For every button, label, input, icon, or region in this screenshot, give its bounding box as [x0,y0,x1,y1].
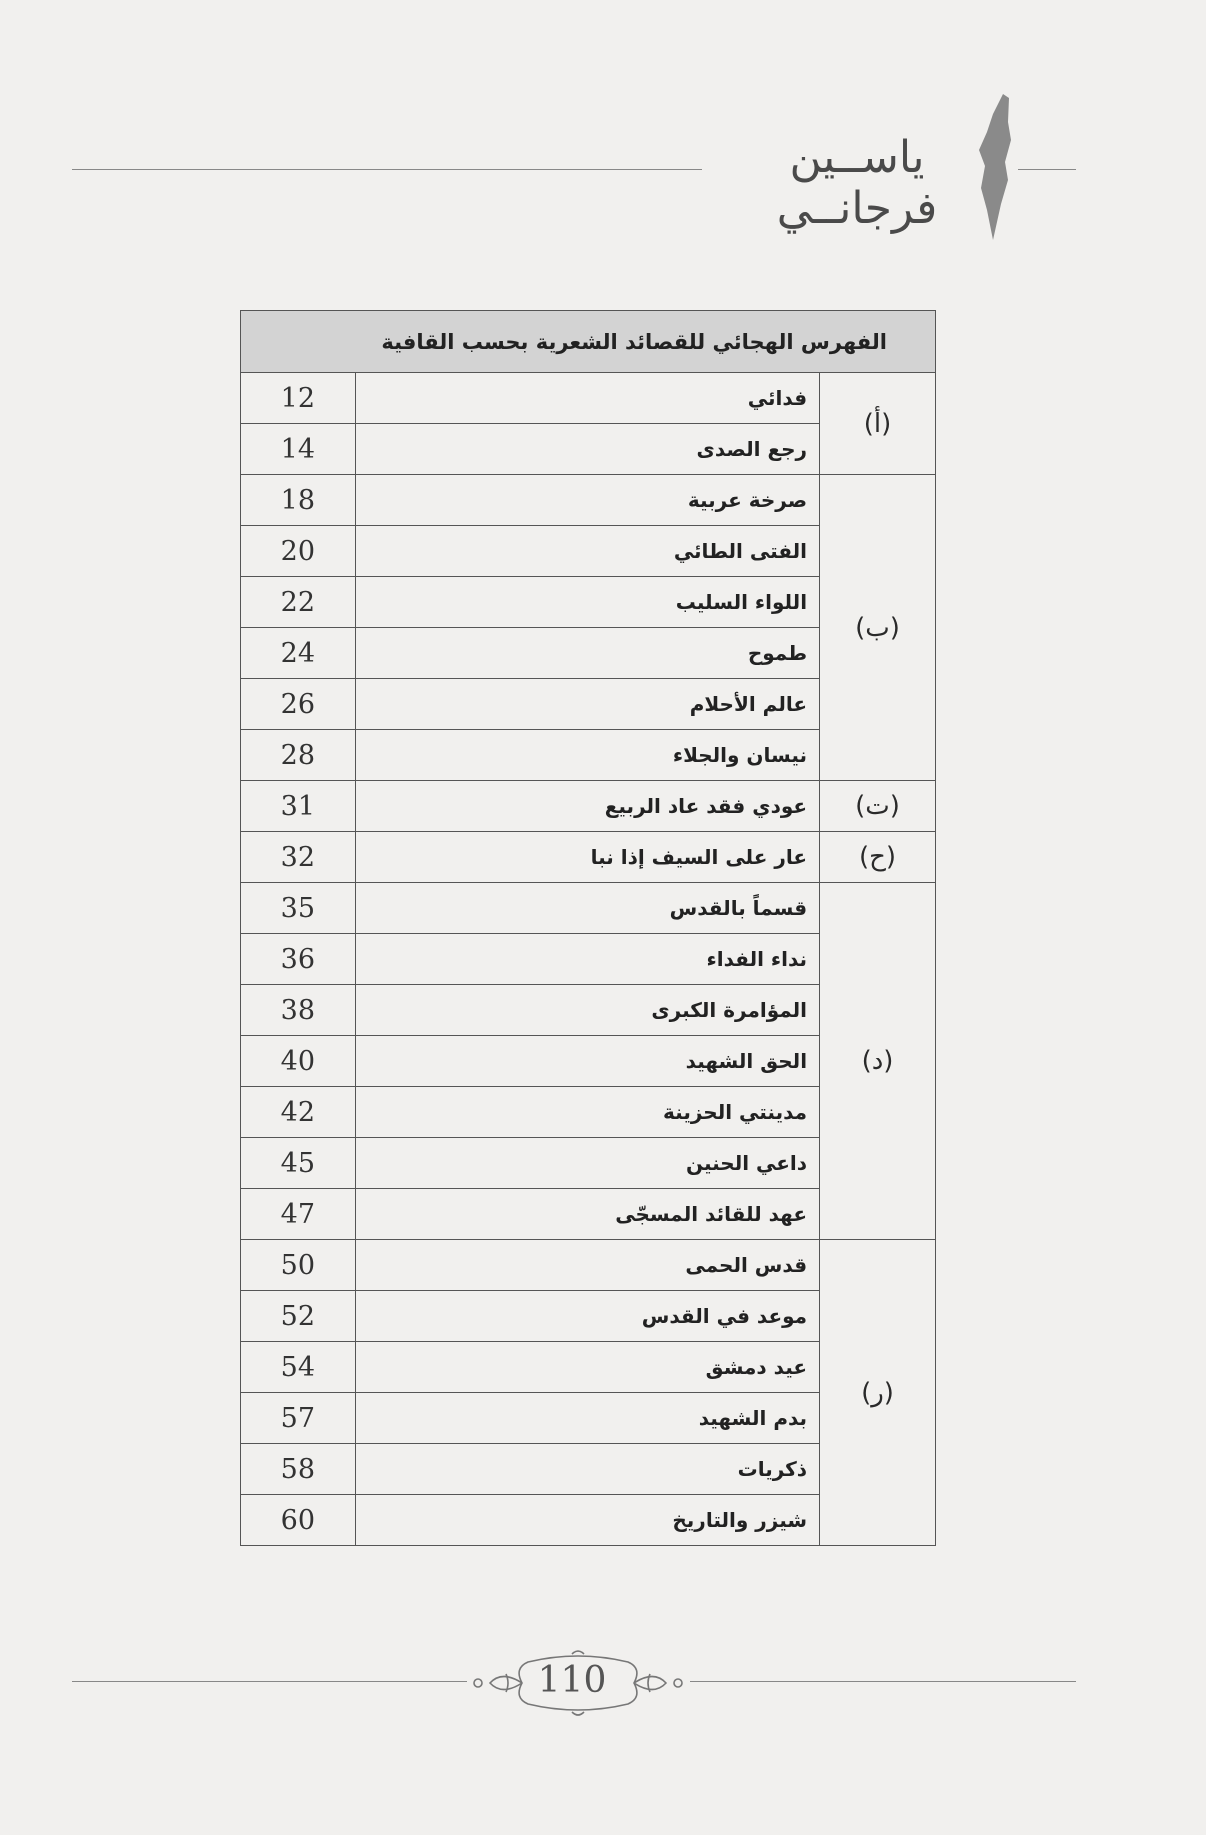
page-number: 42 [241,1087,356,1138]
page-number: 40 [241,1036,356,1087]
poem-title: مدينتي الحزينة [355,1087,819,1138]
page-number: 57 [241,1393,356,1444]
page-number: 58 [241,1444,356,1495]
poem-title: نداء الفداء [355,934,819,985]
poem-title: ذكريات [355,1444,819,1495]
page-number: 14 [241,424,356,475]
poem-title: الحق الشهيد [355,1036,819,1087]
footer-rule-right [690,1681,1076,1682]
poem-title: عودي فقد عاد الربيع [355,781,819,832]
page-number: 20 [241,526,356,577]
poem-title: نيسان والجلاء [355,730,819,781]
page-number: 47 [241,1189,356,1240]
poem-title: عار على السيف إذا نبا [355,832,819,883]
palestine-map-icon [975,92,1025,242]
poem-title: داعي الحنين [355,1138,819,1189]
page-number: 50 [241,1240,356,1291]
poem-title: المؤامرة الكبرى [355,985,819,1036]
table-heading: الفهرس الهجائي للقصائد الشعرية بحسب القافية [241,311,936,373]
poem-title: اللواء السليب [355,577,819,628]
table-heading-row [241,311,936,373]
page-number: 12 [241,373,356,424]
page-number: 24 [241,628,356,679]
header-author-name: ياســين فرجانــي [776,132,938,234]
page-number: 22 [241,577,356,628]
page-number: 45 [241,1138,356,1189]
page-number: 60 [241,1495,356,1546]
table-row [241,373,936,424]
table-row [241,475,936,526]
page-number: 28 [241,730,356,781]
table-row [241,883,936,934]
table-row [241,781,936,832]
rhyme-letter: (د) [820,883,936,1240]
page-number: 36 [241,934,356,985]
page-number: 54 [241,1342,356,1393]
poem-title: صرخة عربية [355,475,819,526]
table-row [241,832,936,883]
poem-title: قدس الحمى [355,1240,819,1291]
page-number: 32 [241,832,356,883]
rhyme-letter: (ح) [820,832,936,883]
poem-title: رجع الصدى [355,424,819,475]
header-rule-left [72,169,702,170]
page-number: 52 [241,1291,356,1342]
poem-title: عالم الأحلام [355,679,819,730]
rhyme-letter: (ب) [820,475,936,781]
poem-title: قسماً بالقدس [355,883,819,934]
header-rule-right [1018,169,1076,170]
page-number: 18 [241,475,356,526]
rhyme-index-table [240,310,936,1546]
page-number-footer: 110 [537,1660,607,1701]
poem-title: طموح [355,628,819,679]
poem-title: بدم الشهيد [355,1393,819,1444]
poem-title: فدائي [355,373,819,424]
table-row [241,1240,936,1291]
page-number: 38 [241,985,356,1036]
poem-title: عيد دمشق [355,1342,819,1393]
rhyme-letter: (ت) [820,781,936,832]
poem-title: شيزر والتاريخ [355,1495,819,1546]
rhyme-letter: (ر) [820,1240,936,1546]
page-number: 31 [241,781,356,832]
page-number: 26 [241,679,356,730]
poem-title: الفتى الطائي [355,526,819,577]
rhyme-letter: (أ) [820,373,936,475]
page-number: 35 [241,883,356,934]
poem-title: موعد في القدس [355,1291,819,1342]
poem-title: عهد للقائد المسجّى [355,1189,819,1240]
footer-rule-left [72,1681,467,1682]
